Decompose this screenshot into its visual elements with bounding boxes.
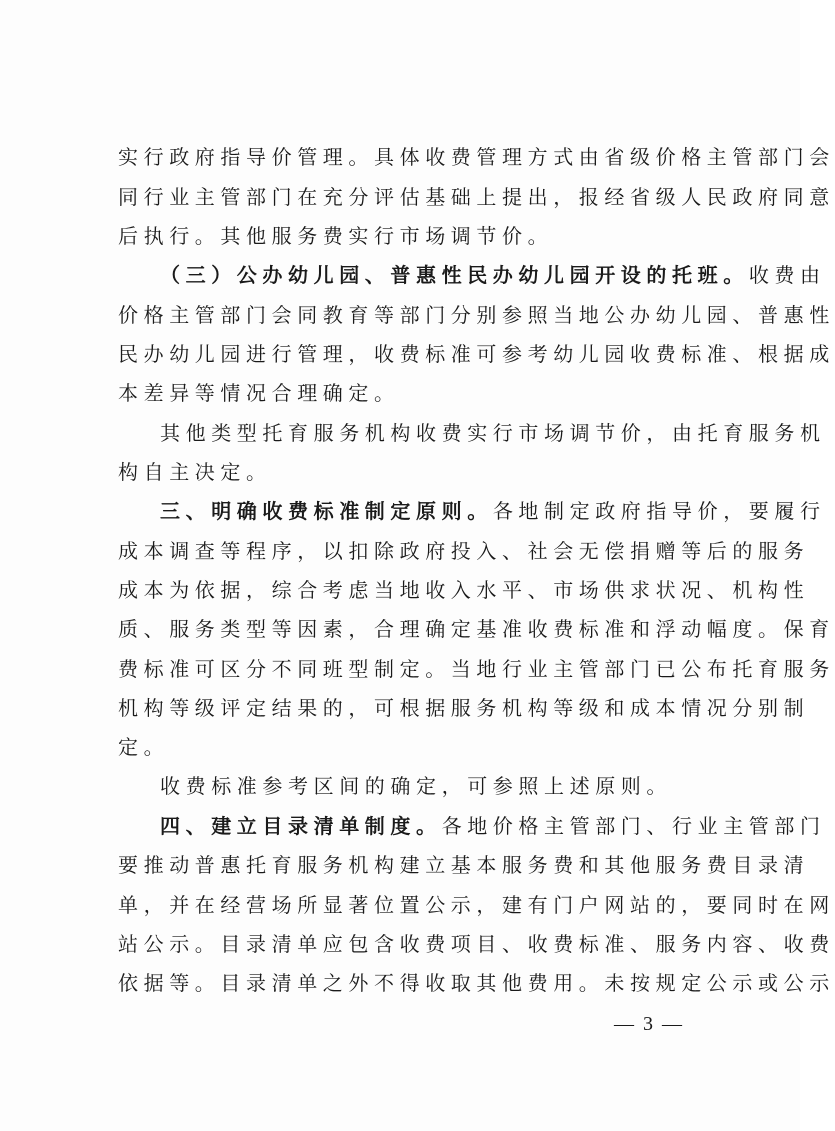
text-line: 本差异等情况合理确定。 [118, 381, 400, 405]
text-line: 成本为依据，综合考虑当地收入水平、市场供求状况、机构性 [118, 578, 810, 602]
text-line: 质、服务类型等因素，合理确定基准收费标准和浮动幅度。保育 [118, 617, 835, 641]
text-line: 民办幼儿园进行管理，收费标准可参考幼儿园收费标准、根据成 [118, 342, 835, 366]
section-text: 收费由 [748, 263, 826, 287]
text-line: 同行业主管部门在充分评估基础上提出，报经省级人民政府同意 [118, 185, 835, 209]
section-heading: （三）公办幼儿园、普惠性民办幼儿园开设的托班。 [160, 263, 749, 287]
text-line: 站公示。目录清单应包含收费项目、收费标准、服务内容、收费 [118, 932, 835, 956]
page-number: — 3 — [614, 1013, 684, 1035]
section-text: 各地制定政府指导价，要履行 [492, 499, 826, 523]
text-line: 费标准可区分不同班型制定。当地行业主管部门已公布托育服务 [118, 657, 835, 681]
text-line: 定。 [118, 735, 170, 759]
text-line: 实行政府指导价管理。具体收费管理方式由省级价格主管部门会 [118, 145, 835, 169]
text-line: 价格主管部门会同教育等部门分别参照当地公办幼儿园、普惠性 [118, 303, 835, 327]
text-line: 收费标准参考区间的确定，可参照上述原则。 [160, 774, 672, 798]
text-line: 单，并在经营场所显著位置公示，建有门户网站的，要同时在网 [118, 893, 835, 917]
section-heading: 三、明确收费标准制定原则。 [160, 499, 493, 523]
section-heading-line [160, 811, 826, 841]
section-heading-line [160, 260, 826, 290]
text-line: 其他类型托育服务机构收费实行市场调节价，由托育服务机 [160, 421, 826, 445]
text-line: 要推动普惠托育服务机构建立基本服务费和其他服务费目录清 [118, 853, 810, 877]
section-heading: 四、建立目录清单制度。 [160, 814, 442, 838]
text-line: 成本调查等程序，以扣除政府投入、社会无偿捐赠等后的服务 [118, 539, 810, 563]
text-line: 机构等级评定结果的，可根据服务机构等级和成本情况分别制 [118, 696, 810, 720]
section-text: 各地价格主管部门、行业主管部门 [441, 814, 826, 838]
section-heading-line [160, 496, 826, 526]
text-line: 后执行。其他服务费实行市场调节价。 [118, 224, 554, 248]
text-line: 构自主决定。 [118, 460, 272, 484]
text-line: 依据等。目录清单之外不得收取其他费用。未按规定公示或公示 [118, 971, 835, 995]
